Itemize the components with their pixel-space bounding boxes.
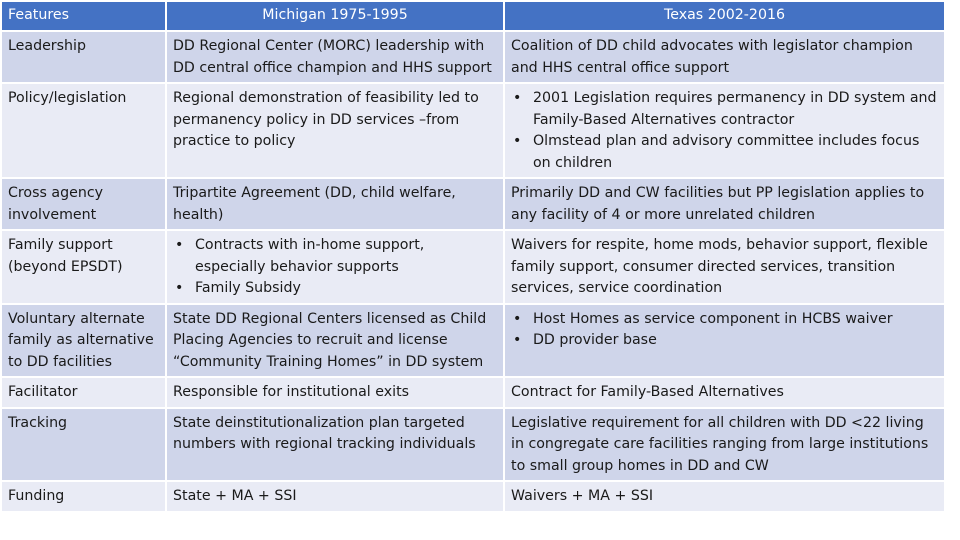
cell-michigan: Responsible for institutional exits [166,377,504,408]
cell-feature: Leadership [1,31,166,83]
bullet-item: • Family Subsidy [173,278,497,300]
cell-feature: Family support (beyond EPSDT) [1,230,166,304]
cell-feature: Policy/legislation [1,83,166,178]
bullet-item: • DD provider base [511,330,938,352]
bullet-list [173,235,497,300]
cell-michigan: State deinstitutionalization plan targeted numbers with regional tracking individuals [166,408,504,482]
cell-texas: Primarily DD and CW facilities but PP legislation applies to any facility of 4 or more unrelated children [504,178,944,230]
bullet-list [511,88,938,174]
cell-feature: Tracking [1,408,166,482]
bullet-list [511,309,938,352]
cell-texas [504,83,944,178]
cell-michigan [166,230,504,304]
cell-feature: Voluntary alternate family as alternative to DD facilities [1,304,166,378]
cell-texas: Contract for Family-Based Alternatives [504,377,944,408]
table-row-tracking [1,408,944,482]
cell-michigan: State + MA + SSI [166,481,504,512]
cell-texas: Waivers + MA + SSI [504,481,944,512]
table-row-policy [1,83,944,178]
cell-michigan: Regional demonstration of feasibility led to permanency policy in DD services –from practice to policy [166,83,504,178]
table-row-family-support [1,230,944,304]
header-texas: Texas 2002-2016 [504,1,944,31]
cell-feature: Funding [1,481,166,512]
table-row-funding [1,481,944,512]
header-features: Features [1,1,166,31]
header-row [1,1,944,31]
bullet-item: • Contracts with in-home support, especially behavior supports [173,235,497,278]
bullet-item: • 2001 Legislation requires permanency in DD system and Family-Based Alternatives contractor [511,88,938,131]
bullet-item: • Olmstead plan and advisory committee includes focus on children [511,131,938,174]
table-row-leadership [1,31,944,83]
cell-texas [504,304,944,378]
cell-texas: Coalition of DD child advocates with legislator champion and HHS central office support [504,31,944,83]
cell-michigan: Tripartite Agreement (DD, child welfare, health) [166,178,504,230]
cell-michigan: State DD Regional Centers licensed as Child Placing Agencies to recruit and license “Community Training Homes” in DD system [166,304,504,378]
table-row-cross-agency [1,178,944,230]
table-row-facilitator [1,377,944,408]
header-michigan: Michigan 1975-1995 [166,1,504,31]
cell-michigan: DD Regional Center (MORC) leadership with DD central office champion and HHS support [166,31,504,83]
cell-feature: Cross agency involvement [1,178,166,230]
table-row-voluntary-family [1,304,944,378]
cell-feature: Facilitator [1,377,166,408]
cell-texas: Legislative requirement for all children with DD <22 living in congregate care facilities ranging from large institutions to small group homes in DD and CW [504,408,944,482]
bullet-item: • Host Homes as service component in HCBS waiver [511,309,938,331]
cell-texas: Waivers for respite, home mods, behavior support, flexible family support, consumer directed services, transition services, service coordination [504,230,944,304]
